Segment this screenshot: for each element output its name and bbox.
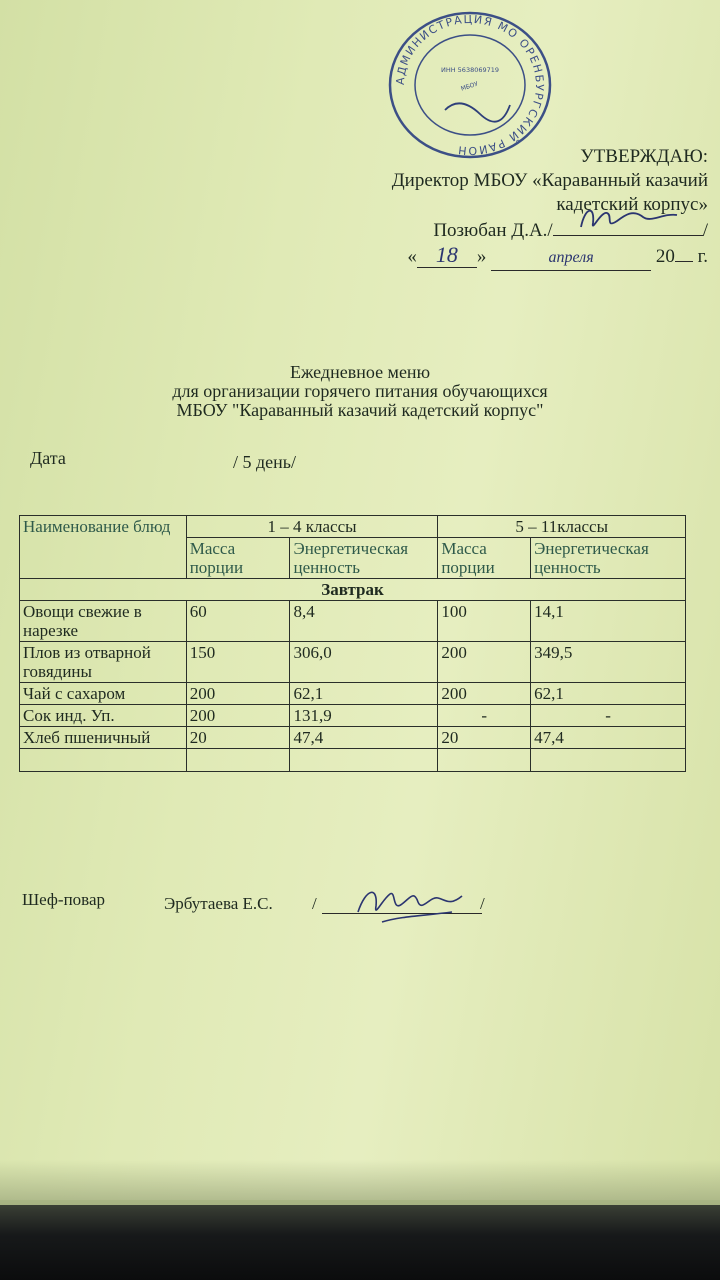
energy-5-11 — [531, 749, 686, 772]
approval-day: 18 — [417, 243, 477, 268]
energy-1-4: 62,1 — [290, 683, 438, 705]
official-stamp — [385, 10, 555, 160]
mass-5-11: 100 — [438, 601, 531, 642]
director-signature — [573, 203, 683, 237]
approval-year-suffix: г. — [697, 246, 708, 267]
header-mass-1: Масса порции — [186, 538, 290, 579]
energy-5-11: - — [531, 705, 686, 727]
stamp-ring-text: АДМИНИСТРАЦИЯ МО ОРЕНБУРГСКИЙ РАЙОН — [393, 12, 547, 158]
chef-role: Шеф-повар — [22, 890, 106, 909]
mass-5-11: 20 — [438, 727, 531, 749]
approval-signer-line — [392, 217, 708, 243]
section-breakfast: Завтрак — [20, 579, 686, 601]
energy-1-4: 131,9 — [290, 705, 438, 727]
menu-table — [19, 515, 686, 772]
approval-date-line — [392, 243, 708, 271]
mass-5-11: 200 — [438, 683, 531, 705]
approval-signer-end: / — [702, 220, 708, 241]
approval-month: апреля — [491, 246, 651, 271]
chef-name: Эрбутаева Е.С. — [164, 894, 273, 913]
mass-1-4 — [186, 749, 290, 772]
energy-1-4 — [290, 749, 438, 772]
stamp-inn: ИНН 5638069719 — [440, 66, 500, 74]
mass-5-11 — [438, 749, 531, 772]
table-row — [20, 601, 686, 642]
table-row — [20, 642, 686, 683]
energy-5-11: 349,5 — [531, 642, 686, 683]
desk-background — [0, 1205, 720, 1280]
energy-5-11: 62,1 — [531, 683, 686, 705]
title-line-3: МБОУ "Караванный казачий кадетский корпус" — [176, 400, 544, 420]
date-close-quote: » — [476, 246, 487, 267]
approval-block — [392, 145, 708, 271]
approval-signature-line — [553, 217, 703, 236]
approval-heading: УТВЕРЖДАЮ: — [580, 146, 708, 167]
energy-5-11: 14,1 — [531, 601, 686, 642]
approval-year-blank — [675, 261, 693, 262]
dish-name: Хлеб пшеничный — [20, 727, 187, 749]
header-mass-2: Масса порции — [438, 538, 531, 579]
dish-name: Чай с сахаром — [20, 683, 187, 705]
day-label: / 5 день/ — [233, 452, 296, 472]
table-row — [20, 683, 686, 705]
energy-5-11: 47,4 — [531, 727, 686, 749]
approval-signer: Позюбан Д.А./ — [433, 220, 553, 241]
mass-5-11: - — [438, 705, 531, 727]
chef-sig-open: / — [312, 894, 317, 913]
svg-text:МБОУ: МБОУ — [460, 80, 480, 93]
approval-position-cont: кадетский корпус» — [556, 194, 708, 215]
mass-1-4: 150 — [186, 642, 290, 683]
title-line-2: для организации горячего питания обучающихся — [172, 381, 548, 401]
stamp-seal-icon — [385, 10, 555, 160]
header-dish-name: Наименование блюд — [20, 516, 187, 579]
mass-1-4: 60 — [186, 601, 290, 642]
energy-1-4: 47,4 — [290, 727, 438, 749]
chef-sig-close: / — [480, 894, 485, 913]
dish-name: Сок инд. Уп. — [20, 705, 187, 727]
dish-name — [20, 749, 187, 772]
energy-1-4: 306,0 — [290, 642, 438, 683]
approval-year-prefix: 20 — [655, 246, 675, 267]
date-label: Дата — [30, 448, 66, 468]
energy-1-4: 8,4 — [290, 601, 438, 642]
title-line-1: Ежедневное меню — [289, 362, 431, 382]
header-energy-2: Энергетическая ценность — [531, 538, 686, 579]
chef-signature — [352, 882, 472, 926]
mass-1-4: 200 — [186, 705, 290, 727]
mass-1-4: 20 — [186, 727, 290, 749]
dish-name: Плов из отварной говядины — [20, 642, 187, 683]
header-energy-1: Энергетическая ценность — [290, 538, 438, 579]
mass-1-4: 200 — [186, 683, 290, 705]
approval-position: Директор МБОУ «Караванный казачий — [391, 170, 708, 191]
table-row — [20, 727, 686, 749]
date-open-quote: « — [407, 246, 417, 267]
header-group-1-4: 1 – 4 классы — [186, 516, 438, 538]
table-row — [20, 749, 686, 772]
mass-5-11: 200 — [438, 642, 531, 683]
dish-name: Овощи свежие в нарезке — [20, 601, 187, 642]
menu-title — [0, 363, 720, 420]
table-row — [20, 705, 686, 727]
header-group-5-11: 5 – 11классы — [438, 516, 686, 538]
